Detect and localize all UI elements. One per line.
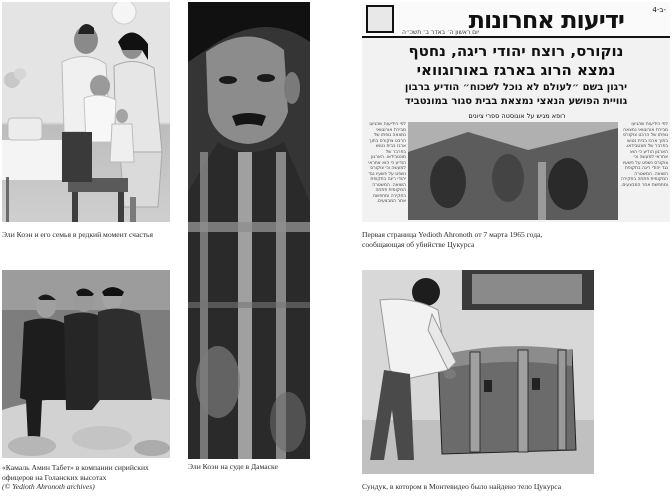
newspaper-headline-1: נוקורס, רוצח יהודי ריגה, נחטף bbox=[408, 42, 624, 60]
group-photo bbox=[2, 270, 170, 458]
group-caption-line-1: «Камаль Амин Табет» в компании сирийских bbox=[2, 463, 149, 472]
group-caption-line-2: офицеров на Голанских высотах bbox=[2, 472, 107, 482]
family-caption: Эли Коэн и его семья в редкий момент счастья bbox=[2, 230, 154, 239]
newspaper-subhead-2: גוויית הפושע הנאצי נמצאת בבית סגור במונטביד bbox=[404, 96, 628, 107]
court-caption: Эли Коэн на суде в Дамаске bbox=[188, 462, 278, 471]
group-caption-line-3 bbox=[2, 482, 182, 492]
newspaper-caption-line-2: сообщающая об убийстве Цукурса bbox=[362, 239, 475, 249]
group-caption-credit: (© Yedioth Ahronoth archives) bbox=[2, 482, 95, 492]
newspaper-front-page bbox=[362, 2, 670, 222]
newspaper-subline: יום ראשון ה׳ באדר ב׳ תשכ״ה bbox=[402, 29, 480, 36]
trunk-caption: Сундук, в котором в Монтевидео было найдено тело Цукурса bbox=[362, 482, 562, 491]
group-photo-image bbox=[2, 270, 170, 458]
group-caption bbox=[2, 463, 182, 492]
newspaper-headline-2: נמצא הרוג בארגז באורוגוואי bbox=[416, 61, 616, 79]
family-photo-image bbox=[2, 2, 170, 222]
newspaper-subhead-1: ירגון בשם ״לעולם לא נוכל לשכוח״ הודיע ברבון bbox=[404, 82, 628, 93]
trunk-photo bbox=[362, 270, 594, 474]
newspaper-caption bbox=[362, 230, 662, 249]
newspaper-masthead bbox=[362, 2, 670, 38]
newspaper-caption-line-1: Первая страница Yedioth Ahronoth от 7 марта 1965 года, bbox=[362, 230, 543, 239]
newspaper-photo-caption: רופא מגיש על אוגוסטה ספרי ציונים bbox=[468, 112, 566, 120]
newspaper-body-left: לפי הידיעות שהגיעו מבירת אורוגוואי נמצאה גופתו של הרבט צוקורס בתוך ארגז בבית נטוש בפרבר של מונטבידאו. הארגון הודיע כי הוא אחראי למעשה וכי צוקורס נשפט על פשעיו נגד יהודי ריגה בתקופת השואה. המשטרה המקומית פתחה בחקירה ומחפשת אחר המבצעים. bbox=[368, 122, 406, 204]
trunk-photo-image bbox=[362, 270, 594, 474]
newspaper-title: ידיעות אחרונות bbox=[468, 6, 624, 34]
newspaper-body-right: לפי הידיעות שהגיעו מבירת אורוגוואי נמצאה גופתו של הרבט צוקורס בתוך ארגז בבית נטוש בפרבר של מונטבידאו. הארגון הודיע כי הוא אחראי למעשה וכי צוקורס נשפט על פשעיו נגד יהודי ריגה בתקופת השואה. המשטרה המקומית פתחה בחקירה ומחפשת אחר המבצעים. bbox=[620, 122, 668, 188]
court-photo-image bbox=[188, 2, 310, 459]
newspaper-date: ב-4- bbox=[652, 6, 666, 14]
newspaper-photo bbox=[408, 122, 618, 220]
court-photo bbox=[188, 2, 310, 459]
family-photo bbox=[2, 2, 170, 222]
newspaper-logo-icon bbox=[366, 5, 394, 33]
